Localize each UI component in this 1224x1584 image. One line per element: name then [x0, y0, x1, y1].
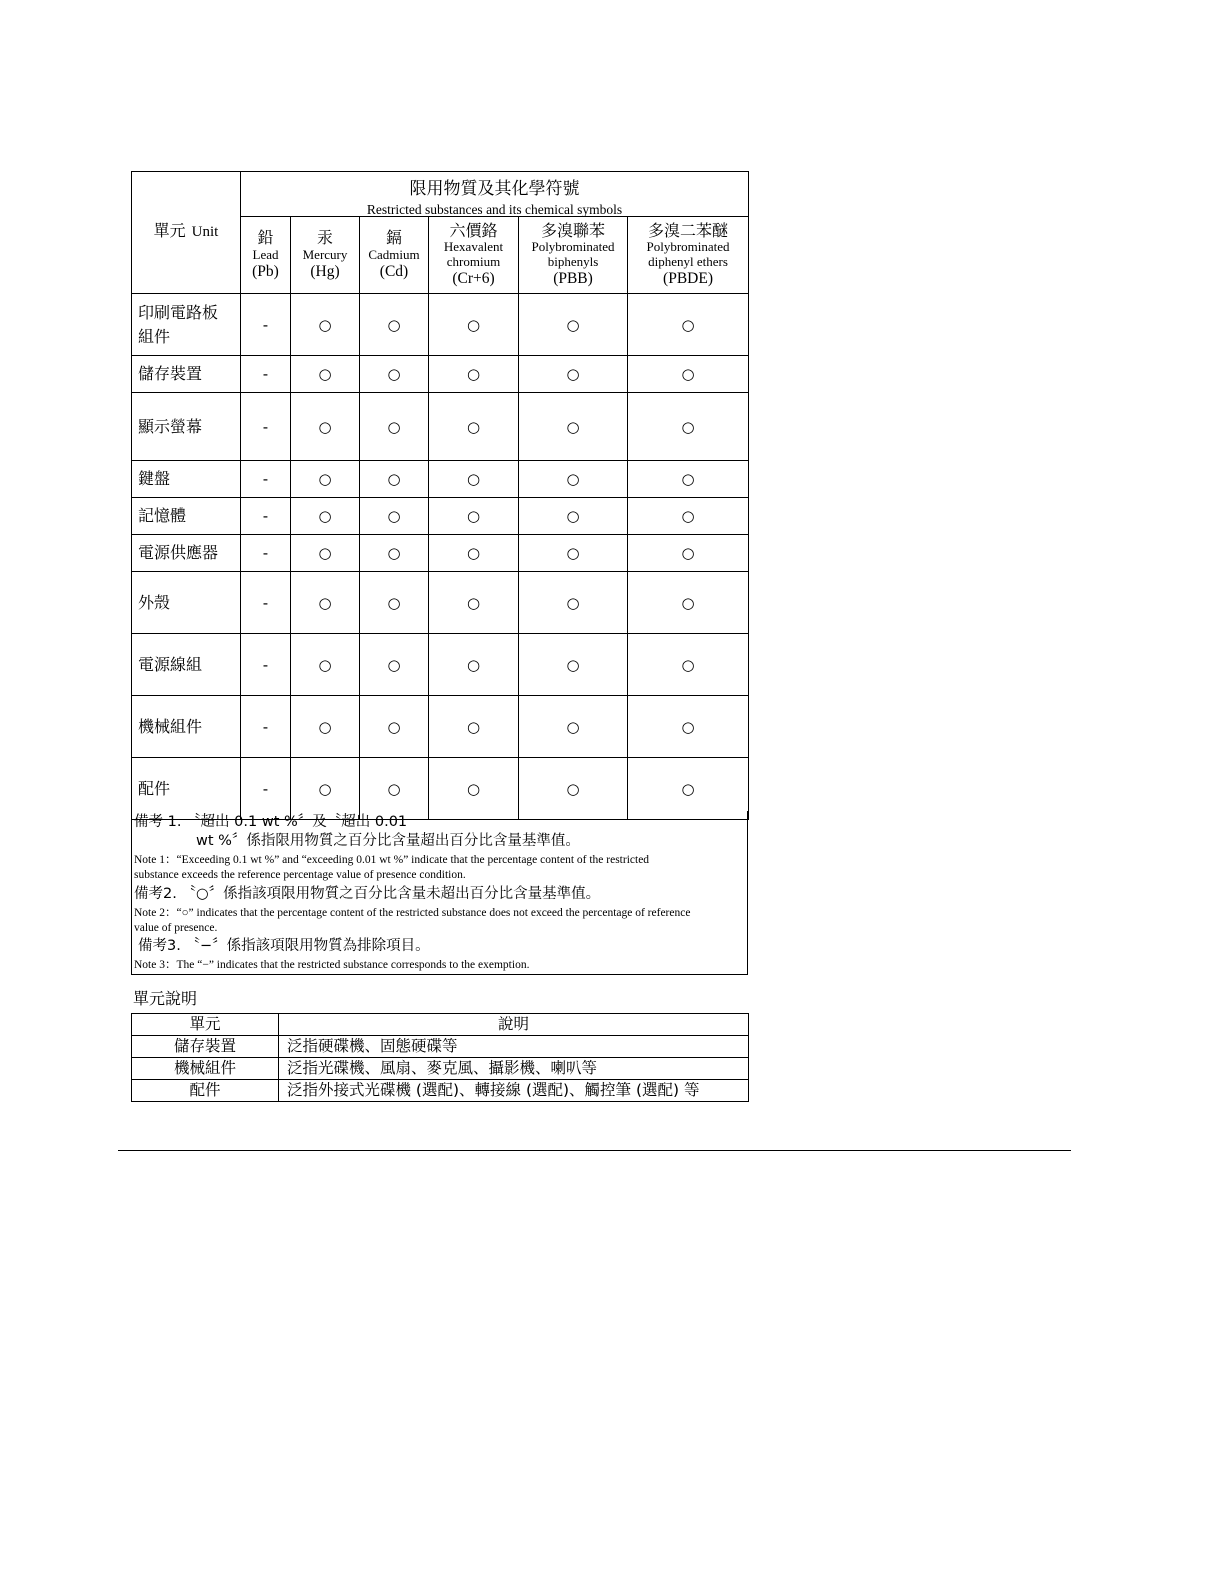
value-cell: ○ [519, 758, 628, 820]
note2-en-line1: Note 2：“○” indicates that the percentage content of the restricted substance does not exceed the percentage of reference [134, 907, 691, 919]
substance-header-pbde [628, 217, 749, 294]
unit-name: 外殼 [132, 572, 241, 634]
substance-en: biphenyls [547, 254, 599, 270]
description-cell: 泛指硬碟機、固態硬碟等 [279, 1036, 749, 1058]
note2-zh: 備考2. 〝○〞係指該項限用物質之百分比含量未超出百分比含量基準值。 [134, 886, 601, 902]
value-cell: ○ [628, 634, 749, 696]
value-cell: ○ [519, 498, 628, 535]
unit-name: 顯示螢幕 [132, 393, 241, 461]
substance-zh: 多溴二苯醚 [648, 220, 729, 240]
substances-title-zh: 限用物質及其化學符號 [409, 179, 580, 199]
value-cell: ○ [519, 294, 628, 356]
value-cell: ○ [429, 696, 519, 758]
value-cell: ○ [291, 696, 360, 758]
value-cell: ○ [628, 696, 749, 758]
substance-symbol: (Pb) [252, 262, 279, 280]
description-cell: 泛指外接式光碟機 (選配)、轉接線 (選配)、觸控筆 (選配) 等 [279, 1080, 749, 1102]
substance-zh: 汞 [316, 228, 333, 248]
substance-header-hexavalent-chromium [429, 217, 519, 294]
value-cell: ○ [360, 696, 429, 758]
table-header-row [132, 1014, 749, 1036]
value-cell: ○ [291, 634, 360, 696]
value-cell: - [241, 758, 291, 820]
note3-en: Note 3：The “−” indicates that the restricted substance corresponds to the exemption. [134, 959, 530, 971]
value-cell: ○ [628, 535, 749, 572]
value-cell: ○ [429, 634, 519, 696]
value-cell: ○ [519, 696, 628, 758]
unit-description-table [131, 1013, 749, 1102]
unit-name: 配件 [132, 758, 241, 820]
substance-en: Hexavalent [443, 239, 504, 255]
table-row [132, 294, 749, 356]
substance-symbol: (Cd) [379, 262, 409, 280]
unit-name: 儲存裝置 [132, 356, 241, 393]
value-cell: ○ [519, 634, 628, 696]
unit-name: 機械組件 [132, 696, 241, 758]
substance-symbol: (Cr+6) [452, 270, 495, 288]
value-cell: - [241, 461, 291, 498]
unit-description-title: 單元說明 [133, 989, 198, 1008]
unit-name: 電源線組 [132, 634, 241, 696]
substance-header-lead [241, 217, 291, 294]
substance-zh: 鉛 [257, 228, 274, 248]
value-cell: ○ [628, 356, 749, 393]
value-cell: ○ [429, 294, 519, 356]
table-row [132, 535, 749, 572]
substance-header-cadmium [360, 217, 429, 294]
unit-cell: 儲存裝置 [132, 1036, 279, 1058]
substance-en: Polybrominated [646, 239, 730, 255]
value-cell: ○ [291, 461, 360, 498]
substance-en: Polybrominated [531, 239, 615, 255]
value-cell: ○ [291, 393, 360, 461]
value-cell: ○ [360, 294, 429, 356]
substance-en: diphenyl ethers [648, 254, 728, 270]
value-cell: ○ [429, 356, 519, 393]
substance-en: chromium [446, 254, 501, 270]
value-cell: ○ [360, 535, 429, 572]
substance-symbol: (PBDE) [663, 270, 713, 288]
substance-zh: 六價鉻 [449, 220, 498, 240]
value-cell: ○ [628, 758, 749, 820]
value-cell: ○ [429, 572, 519, 634]
value-cell: ○ [628, 461, 749, 498]
note1-en-line2: substance exceeds the reference percentage value of presence condition. [134, 869, 466, 881]
table-row [132, 356, 749, 393]
substance-symbol: (PBB) [553, 270, 593, 288]
table-row [132, 393, 749, 461]
substance-zh: 鎘 [385, 228, 402, 248]
value-cell: ○ [429, 498, 519, 535]
value-cell: ○ [291, 498, 360, 535]
restricted-substances-table [131, 171, 749, 820]
column-header-description: 說明 [279, 1014, 749, 1036]
substance-symbol: (Hg) [310, 262, 340, 280]
value-cell: ○ [429, 535, 519, 572]
value-cell: ○ [519, 461, 628, 498]
notes-block [131, 811, 748, 975]
note3-zh: 備考3. 〝−〞係指該項限用物質為排除項目。 [138, 938, 430, 954]
substance-en: Lead [252, 246, 279, 262]
value-cell: ○ [291, 294, 360, 356]
value-cell: ○ [429, 758, 519, 820]
value-cell: - [241, 294, 291, 356]
value-cell: ○ [360, 634, 429, 696]
value-cell: ○ [519, 356, 628, 393]
note1-en-line1: Note 1：“Exceeding 0.1 wt %” and “exceeding 0.01 wt %” indicate that the percentage content of the restricted [134, 854, 650, 866]
value-cell: ○ [291, 572, 360, 634]
value-cell: ○ [360, 461, 429, 498]
description-cell: 泛指光碟機、風扇、麥克風、攝影機、喇叭等 [279, 1058, 749, 1080]
table-row [132, 1080, 749, 1102]
value-cell: ○ [360, 393, 429, 461]
value-cell: ○ [429, 461, 519, 498]
note2-en-line2: value of presence. [134, 922, 218, 934]
table-row [132, 461, 749, 498]
value-cell: ○ [519, 572, 628, 634]
substance-en: Cadmium [368, 246, 420, 262]
value-cell: - [241, 572, 291, 634]
value-cell: ○ [291, 535, 360, 572]
value-cell: ○ [519, 535, 628, 572]
substance-header-mercury [291, 217, 360, 294]
substances-header [241, 172, 749, 217]
unit-cell: 機械組件 [132, 1058, 279, 1080]
horizontal-divider [118, 1150, 1071, 1151]
value-cell: ○ [628, 294, 749, 356]
unit-header [132, 172, 241, 294]
value-cell: - [241, 498, 291, 535]
value-cell: - [241, 634, 291, 696]
column-header-unit: 單元 [132, 1014, 279, 1036]
table-row [132, 1036, 749, 1058]
table-row [132, 498, 749, 535]
unit-name: 電源供應器 [132, 535, 241, 572]
value-cell: - [241, 356, 291, 393]
value-cell: ○ [628, 393, 749, 461]
substances-title-en: Restricted substances and its chemical symbols [366, 202, 623, 217]
value-cell: ○ [291, 356, 360, 393]
table-row [132, 696, 749, 758]
value-cell: - [241, 535, 291, 572]
unit-header-en: Unit [191, 224, 219, 240]
substance-en: Mercury [302, 246, 348, 262]
value-cell: ○ [291, 758, 360, 820]
table-row [132, 634, 749, 696]
value-cell: ○ [360, 498, 429, 535]
note1-zh-line1: 備考 1. 〝超出 0.1 wt %〞及〝超出 0.01 [134, 814, 408, 830]
unit-cell: 配件 [132, 1080, 279, 1102]
note1-zh-line2: wt %〞係指限用物質之百分比含量超出百分比含量基準值。 [196, 833, 580, 849]
unit-name: 印刷電路板 組件 [132, 294, 241, 356]
value-cell: - [241, 393, 291, 461]
value-cell: ○ [519, 393, 628, 461]
unit-header-zh: 單元 [153, 221, 186, 240]
substance-zh: 多溴聯苯 [540, 220, 605, 240]
table-row [132, 1058, 749, 1080]
value-cell: - [241, 696, 291, 758]
value-cell: ○ [360, 356, 429, 393]
value-cell: ○ [429, 393, 519, 461]
unit-name: 記憶體 [132, 498, 241, 535]
value-cell: ○ [360, 758, 429, 820]
value-cell: ○ [628, 498, 749, 535]
unit-name: 鍵盤 [132, 461, 241, 498]
table-row [132, 572, 749, 634]
value-cell: ○ [628, 572, 749, 634]
value-cell: ○ [360, 572, 429, 634]
substance-header-pbb [519, 217, 628, 294]
